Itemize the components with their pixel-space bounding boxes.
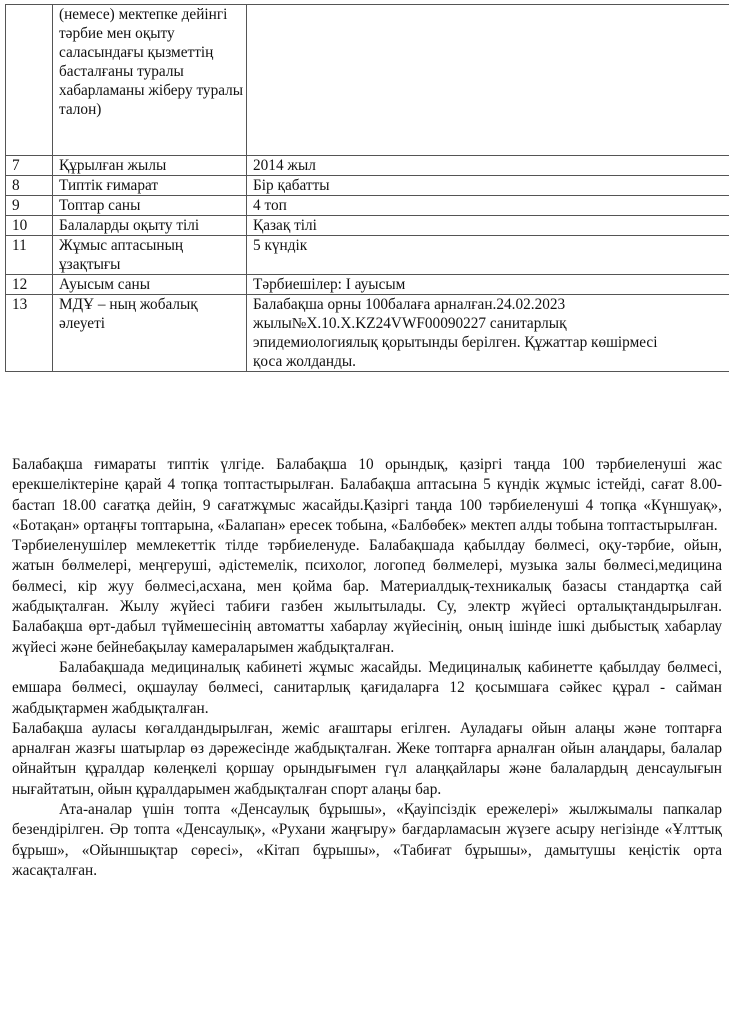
- row-label: Типтік ғимарат: [53, 176, 247, 196]
- row-label: Жұмыс аптасының ұзақтығы: [53, 236, 247, 275]
- row-number: 12: [6, 275, 53, 295]
- paragraph: Тәрбиеленушілер мемлекеттік тілде тәрбиеленуде. Балабақшада қабылдау бөлмесі, оқу-тәрбие, ойын, жатын бөлмелері, меңгеруші, әдістемелік, психолог, логопед бөлмелері, музыка залы бөлмесі,медицина бөлмесі, кір жуу бөлмесі,асхана, мен қойма бар. Материалдық-техникалық базасы стандартқа сай жабдықталған. Жылу жүйесі табиғи газбен жылытылады. Су, электр жүйесі орталықтандырылған. Балабақша өрт-дабыл түймешесінің автоматты хабарлау жүйесінің, оның ішінде ішкі дыбыстық хабарлау жүйесі және бейнебақылау камераларымен жабдықталған.: [12, 537, 722, 656]
- table-row: [6, 5, 729, 156]
- body-text: [12, 455, 722, 881]
- row-value: 2014 жыл: [247, 156, 729, 176]
- row-label: (немесе) мектепке дейінгі тәрбие мен оқыту саласындағы қызметтің басталғаны туралы хабарламаны жіберу туралы талон): [53, 5, 247, 156]
- row-value: Тәрбиешілер: І ауысым: [247, 275, 729, 295]
- table-row: [6, 236, 729, 275]
- row-value: Балабақша орны 100балаға арналған.24.02.2023 жылы№X.10.X.KZ24VWF00090227 санитарлық эпидемиологиялық қорытынды берілген. Құжаттар көшірмесі қоса жолданды.: [247, 295, 729, 372]
- row-number: 13: [6, 295, 53, 372]
- row-value: 5 күндік: [247, 236, 729, 275]
- table-row: [6, 295, 729, 372]
- info-table: [5, 4, 729, 372]
- row-number: 9: [6, 196, 53, 216]
- table-row: [6, 275, 729, 295]
- row-label: Балаларды оқыту тілі: [53, 216, 247, 236]
- row-label: Топтар саны: [53, 196, 247, 216]
- row-number: 10: [6, 216, 53, 236]
- row-number: 7: [6, 156, 53, 176]
- row-value: 4 топ: [247, 196, 729, 216]
- row-label: МДҰ – ның жобалық әлеуеті: [53, 295, 247, 372]
- paragraph: Ата-аналар үшін топта «Денсаулық бұрышы», «Қауіпсіздік ережелері» жылжымалы папкалар безендірілген. Әр топта «Денсаулық», «Рухани жаңғыру» бағдарламасын жүзеге асыру негізінде «Ұлттық бұрыш», «Ойыншықтар сөресі», «Кітап бұрышы», «Табиғат бұрышы», дамытушы кеңістік орта жасақталған.: [12, 801, 722, 879]
- row-label: Құрылған жылы: [53, 156, 247, 176]
- table-row: [6, 196, 729, 216]
- paragraph: Балабақша ғимараты типтік үлгіде. Балабақша 10 орындық, қазіргі таңда 100 тәрбиеленуші жас ерекшеліктеріне қарай 4 топқа топтастырылған. Балабақша аптасына 5 күндік жұмыс істейді, сағат 8.00-бастап 18.00 сағатқа дейін, 9 сағатжұмыс жасайды.Қазіргі таңда 100 тәрбиеленуші 4 топқа «Күншуақ», «Ботақан» ортаңғы топтарына, «Балапан» ересек тобына, «Балбөбек» мектеп алды тобына топтастырылған.: [12, 456, 722, 534]
- paragraph: Балабақшада медициналық кабинеті жұмыс жасайды. Медициналық кабинетте қабылдау бөлмесі, емшара бөлмесі, оқшаулау бөлмесі, санитарлық қағидаларға 12 қосымшаға сәйкес құрал - сайман жабдықтармен жабдықталған.: [12, 658, 722, 717]
- paragraph: Балабақша ауласы көгалдандырылған, жеміс ағаштары егілген. Ауладағы ойын алаңы және топтарға арналған жазғы шатырлар өз дәрежесінде жабдықталған. Жеке топтарға арналған ойын алаңдары, балалар ойнайтын құралдар көлеңкелі қоршау орындығымен гүл алаңқайлары және балалардың денсаулығын нығайтатын, ойын құралдарымен жабдықталған спорт алаңы бар.: [12, 719, 722, 798]
- row-number: 11: [6, 236, 53, 275]
- table-row: [6, 176, 729, 196]
- row-number: 8: [6, 176, 53, 196]
- row-value: Бір қабатты: [247, 176, 729, 196]
- row-label: Ауысым саны: [53, 275, 247, 295]
- table-row: [6, 216, 729, 236]
- row-number: [6, 5, 53, 156]
- table-row: [6, 156, 729, 176]
- row-value: [247, 5, 729, 156]
- row-value: Қазақ тілі: [247, 216, 729, 236]
